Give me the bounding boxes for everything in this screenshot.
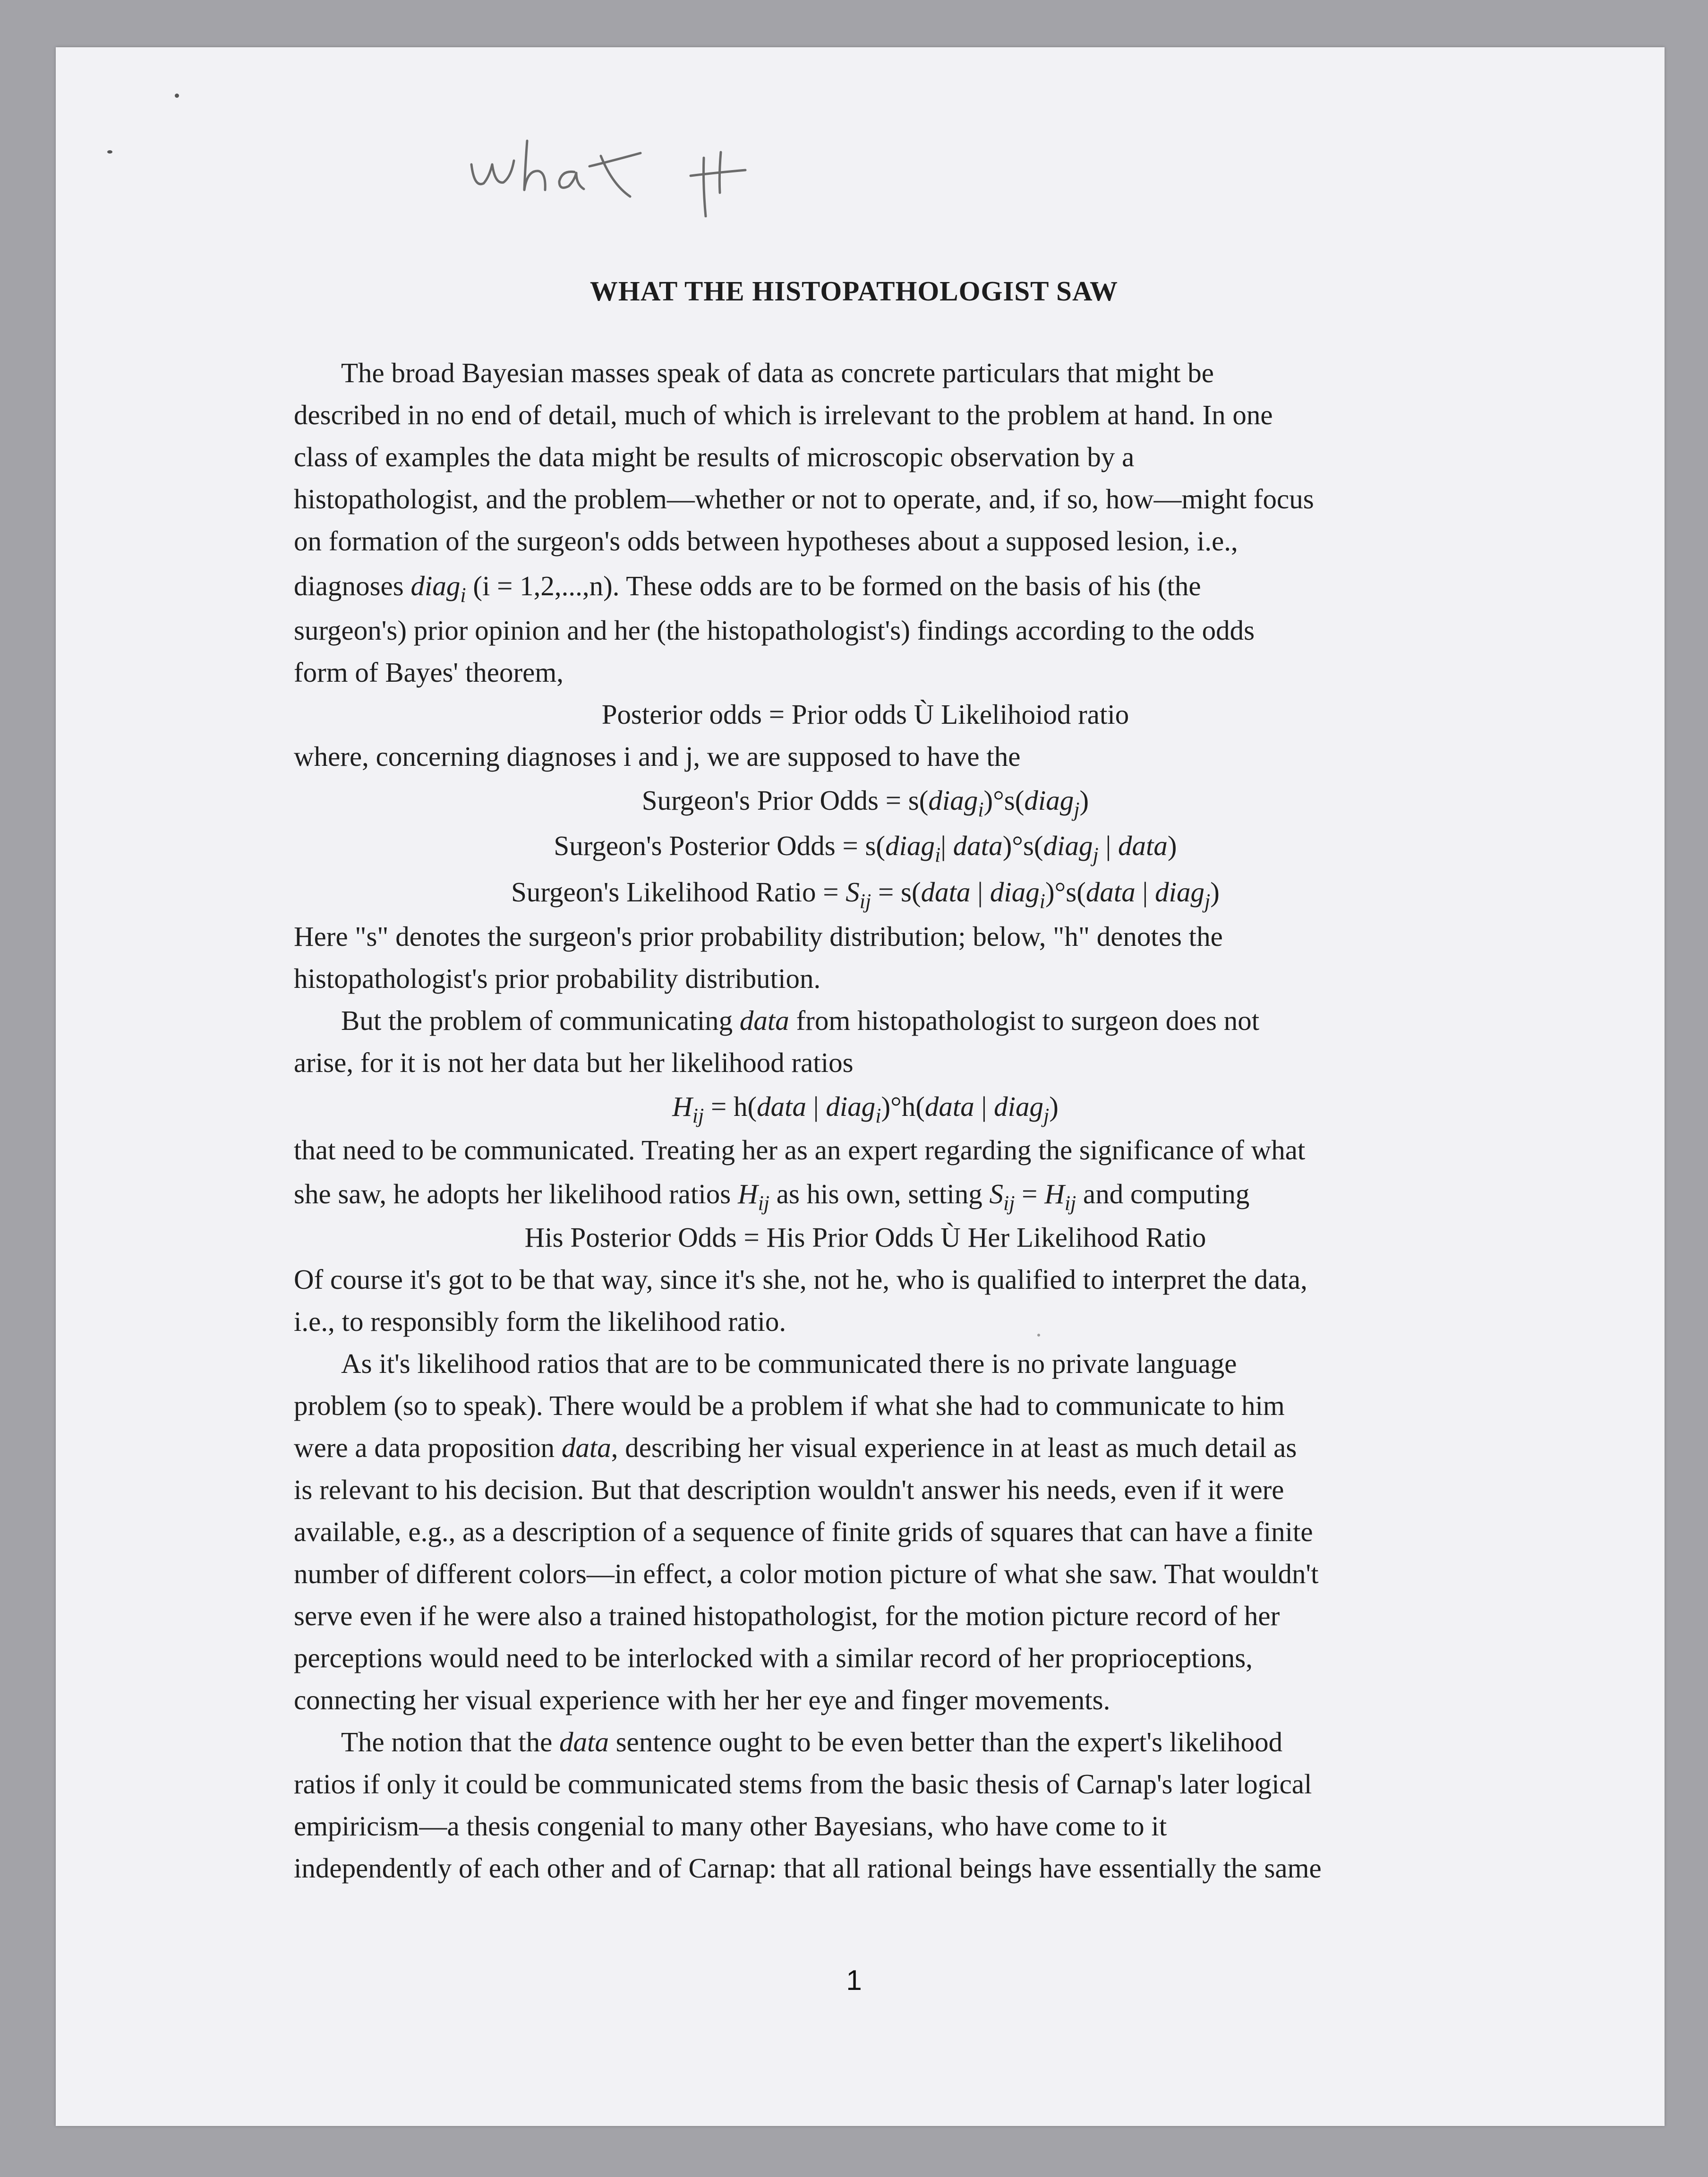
paragraph-line: But the problem of communicating data from histopathologist to surgeon does not: [341, 1005, 1260, 1036]
handwritten-note: [468, 137, 779, 217]
paragraph-line: available, e.g., as a description of a sequence of finite grids of squares that can have a finite: [294, 1516, 1313, 1547]
paragraph-line: she saw, he adopts her likelihood ratios $H_{ij}$ as his own, setting $S_{ij} = H_{ij}$ and computing: [294, 1178, 1250, 1215]
equation-h-likelihood: $H_{ij}$ = h(data | diag$_i$)°h(data | diag$_j$): [672, 1091, 1059, 1127]
paragraph-line: ratios if only it could be communicated stems from the basic thesis of Carnap's later logical: [294, 1768, 1312, 1800]
paragraph-line: serve even if he were also a trained histopathologist, for the motion picture record of her: [294, 1600, 1280, 1631]
equation-prior-odds: Surgeon's Prior Odds = s(diag$_i$)°s(diag$_j$): [641, 785, 1089, 821]
paragraph-line: class of examples the data might be results of microscopic observation by a: [294, 441, 1135, 472]
paragraph-line: surgeon's) prior opinion and her (the histopathologist's) findings according to the odds: [294, 615, 1255, 646]
paragraph-line: were a data proposition data, describing her visual experience in at least as much detail as: [294, 1432, 1297, 1463]
paragraph-line: histopathologist's prior probability distribution.: [294, 963, 821, 994]
paragraph-line: The broad Bayesian masses speak of data as concrete particulars that might be: [341, 357, 1214, 388]
equation-his-posterior: His Posterior Odds = His Prior Odds Ù Her Likelihood Ratio: [524, 1222, 1206, 1253]
document-body: [294, 352, 1437, 1889]
paragraph-line: number of different colors—in effect, a color motion picture of what she saw. That wouldn't: [294, 1558, 1319, 1589]
paragraph-line: is relevant to his decision. But that description wouldn't answer his needs, even if it were: [294, 1474, 1284, 1505]
page-number: 1: [846, 1964, 862, 1996]
paragraph-line: i.e., to responsibly form the likelihood ratio.: [294, 1306, 786, 1337]
paragraph-line: where, concerning diagnoses i and j, we are supposed to have the: [294, 741, 1021, 772]
equation-likelihood-ratio: Surgeon's Likelihood Ratio = $S_{ij}$ = s(data | diag$_i$)°s(data | diag$_j$): [511, 876, 1220, 913]
equation-bayes: Posterior odds = Prior odds Ù Likelihoiod ratio: [601, 699, 1129, 730]
dust-speck: [107, 150, 112, 154]
paragraph-line: The notion that the data sentence ought to be even better than the expert's likelihood: [341, 1726, 1283, 1757]
paragraph-line: perceptions would need to be interlocked with a similar record of her proprioceptions,: [294, 1642, 1253, 1673]
paragraph-line: on formation of the surgeon's odds between hypotheses about a supposed lesion, i.e.,: [294, 525, 1238, 557]
equation-posterior-odds: Surgeon's Posterior Odds = s(diag$_i$| data)°s(diag$_j$ | data): [554, 830, 1177, 866]
paragraph-line: form of Bayes' theorem,: [294, 657, 564, 688]
paragraph-line: As it's likelihood ratios that are to be communicated there is no private language: [341, 1348, 1237, 1379]
paragraph-line: connecting her visual experience with her her eye and finger movements.: [294, 1684, 1110, 1715]
paragraph-line: described in no end of detail, much of which is irrelevant to the problem at hand. In one: [294, 399, 1273, 430]
dust-speck: [175, 94, 179, 98]
paragraph-line: that need to be communicated. Treating her as an expert regarding the significance of what: [294, 1134, 1306, 1166]
paragraph-line: arise, for it is not her data but her likelihood ratios: [294, 1047, 854, 1078]
paragraph-line: diagnoses diag$_i$ (i = 1,2,...,n). These odds are to be formed on the basis of his (the: [294, 570, 1201, 607]
paragraph-line: Of course it's got to be that way, since it's she, not he, who is qualified to interpret the data,: [294, 1264, 1307, 1295]
paragraph-line: Here "s" denotes the surgeon's prior probability distribution; below, "h" denotes the: [294, 921, 1223, 952]
paragraph-line: histopathologist, and the problem—whether or not to operate, and, if so, how—might focus: [294, 483, 1314, 514]
paragraph-line: problem (so to speak). There would be a problem if what she had to communicate to him: [294, 1390, 1285, 1421]
document-title: WHAT THE HISTOPATHOLOGIST SAW: [589, 275, 1119, 307]
paragraph-line: empiricism—a thesis congenial to many other Bayesians, who have come to it: [294, 1810, 1167, 1842]
paragraph-line: independently of each other and of Carnap: that all rational beings have essentially the same: [294, 1852, 1322, 1884]
